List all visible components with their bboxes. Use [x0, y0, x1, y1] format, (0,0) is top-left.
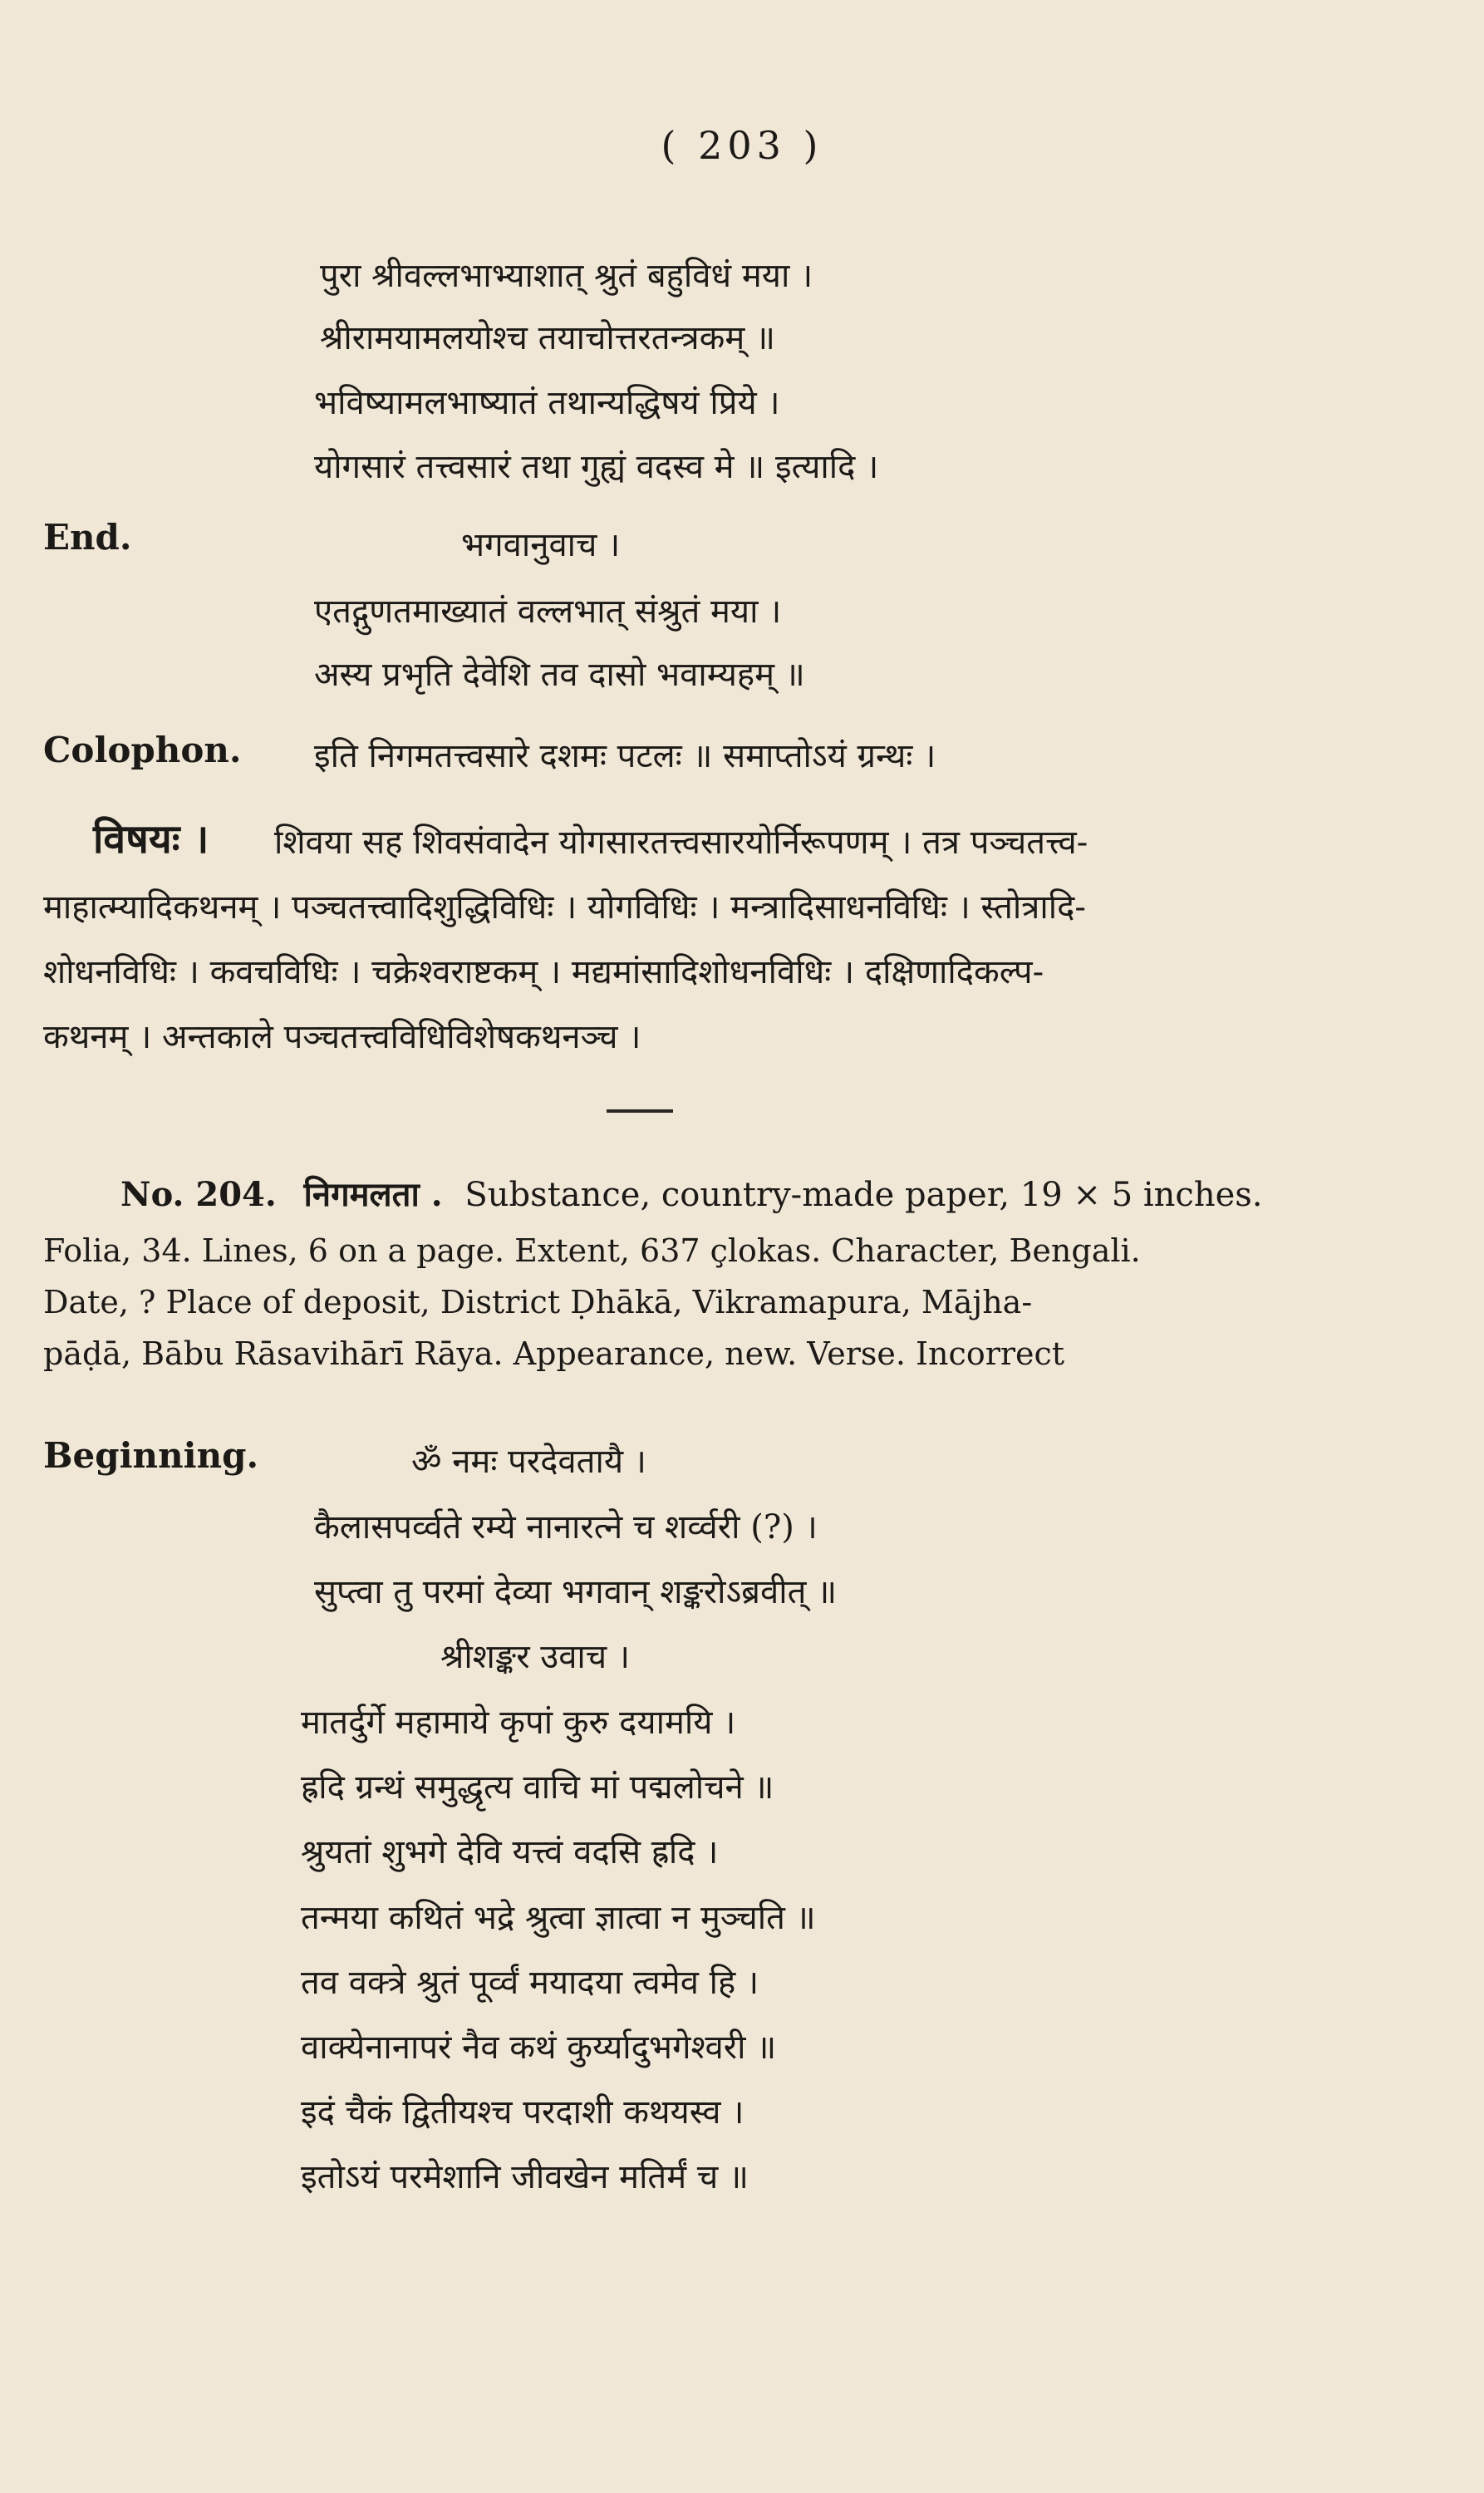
entry-number: No. 204.	[120, 1175, 277, 1214]
beginning-line: मातर्दुर्गे महामाये कृपां कुरु दयामयि ।	[301, 1704, 736, 1742]
vishaya-label: विषयः ।	[93, 816, 209, 863]
colophon-text: इति निगमतत्त्वसारे दशमः पटलः ॥ समाप्तोऽयं ग्रन्थः ।	[314, 737, 936, 775]
colophon-label: Colophon.	[43, 730, 242, 770]
beginning-line: कैलासपर्व्वते रम्ये नानारत्ने च शर्व्वरी (?) ।	[314, 1508, 818, 1546]
beginning-line: ह्रदि ग्रन्थं समुद्धृत्य वाचि मां पद्मलोचने ॥	[301, 1768, 774, 1807]
verse-line: योगसारं तत्त्वसारं तथा गुह्यं वदस्व मे ॥ इत्यादि ।	[314, 448, 879, 486]
end-label: End.	[43, 517, 132, 558]
vishaya-line: शिवया सह शिवसंवादेन योगसारतत्त्वसारयोर्निरूपणम् । तत्र पञ्चतत्त्व-	[274, 824, 1088, 862]
beginning-line: श्रीशङ्कर उवाच ।	[440, 1638, 631, 1676]
page-number: ( 203 )	[661, 123, 823, 168]
entry-description-line: Date, ? Place of deposit, District Ḍhākā, Vikramapura, Mājha-	[43, 1284, 1033, 1320]
entry-description: Substance, country-made paper, 19 × 5 inches.	[464, 1176, 1263, 1214]
beginning-line: इदं चैकं द्वितीयश्च परदाशी कथयस्व ।	[301, 2093, 744, 2132]
beginning-line: तव वक्त्रे श्रुतं पूर्व्वं मयादया त्वमेव हि ।	[301, 1964, 759, 2002]
beginning-line: सुप्त्वा तु परमां देव्या भगवान् शङ्करोऽब्रवीत् ॥	[314, 1573, 838, 1611]
verse-line: भविष्यामलभाष्यातं तथान्यद्धिषयं प्रिये ।	[314, 384, 780, 422]
entry-description-line: pāḍā, Bābu Rāsavihārī Rāya. Appearance, new. Verse. Incorrect	[43, 1335, 1065, 1372]
beginning-line: श्रुयतां शुभगे देवि यत्त्वं वदसि ह्रदि ।	[301, 1833, 719, 1871]
verse-line: पुरा श्रीवल्लभाभ्याशात् श्रुतं बहुविधं मया ।	[320, 257, 813, 295]
vishaya-line: कथनम् । अन्तकाले पञ्चतत्त्वविधिविशेषकथनञ्च ।	[43, 1018, 641, 1056]
end-line: भगवानुवाच ।	[461, 526, 621, 564]
end-line: अस्य प्रभृति देवेशि तव दासो भवाम्यहम् ॥	[314, 656, 805, 694]
vishaya-line: शोधनविधिः । कवचविधिः । चक्रेश्वराष्टकम् । मद्यमांसादिशोधनविधिः । दक्षिणादिकल्प-	[43, 953, 1044, 991]
beginning-line: तन्मया कथितं भद्रे श्रुत्वा ज्ञात्वा न मुञ्चति ॥	[301, 1899, 816, 1937]
beginning-line: वाक्येनानापरं नैव कथं कुर्य्यादुभगेश्वरी ॥	[301, 2028, 777, 2067]
vishaya-line: माहात्म्यादिकथनम् । पञ्चतत्त्वादिशुद्धिविधिः । योगविधिः । मन्त्रादिसाधनविधिः । स्तोत्रादि-	[43, 888, 1086, 927]
entry-heading	[120, 1170, 1263, 1216]
end-line: एतद्गुणतमाख्यातं वल्लभात् संश्रुतं मया ।	[314, 593, 782, 631]
beginning-line: ॐ नमः परदेवतायै ।	[411, 1443, 646, 1481]
beginning-line: इतोऽयं परमेशानि जीवखेन मतिर्मं च ॥	[301, 2158, 749, 2196]
entry-description-line: Folia, 34. Lines, 6 on a page. Extent, 637 çlokas. Character, Bengali.	[43, 1232, 1141, 1269]
section-divider	[607, 1109, 673, 1113]
verse-line: श्रीरामयामलयोश्च तयाचोत्तरतन्त्रकम् ॥	[320, 319, 775, 357]
beginning-label: Beginning.	[43, 1435, 259, 1476]
entry-title: निगमलता .	[303, 1175, 443, 1214]
